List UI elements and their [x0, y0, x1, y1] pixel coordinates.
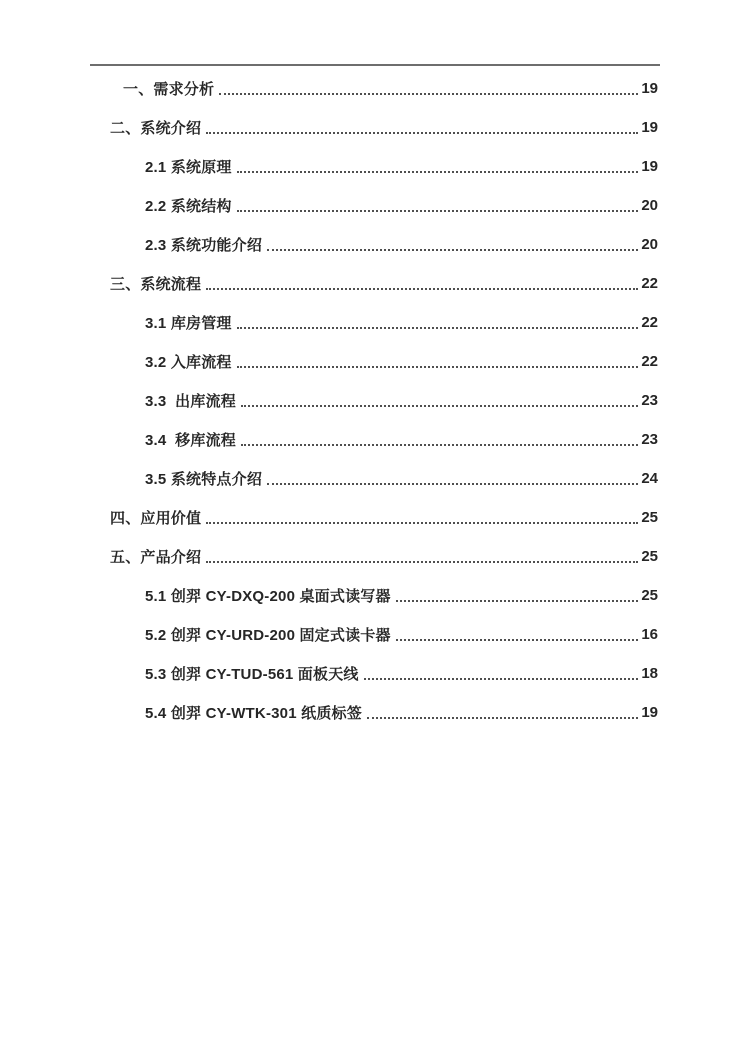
toc-entry[interactable] — [110, 654, 658, 693]
toc-entry[interactable] — [110, 615, 658, 654]
toc-dot-leader — [241, 405, 638, 407]
header-rule — [90, 64, 660, 66]
toc-dot-leader — [364, 678, 639, 680]
toc-page-number: 19 — [641, 80, 658, 97]
toc-entry-label: 5.4 创羿 CY-WTK-301 纸质标签 — [145, 705, 362, 722]
toc-page-number: 24 — [641, 470, 658, 487]
toc-page-number: 22 — [641, 353, 658, 370]
toc-entry[interactable] — [110, 576, 658, 615]
toc-page-number: 18 — [641, 665, 658, 682]
toc-entry-label: 3.3 出库流程 — [145, 393, 236, 410]
toc-dot-leader — [206, 522, 638, 524]
toc-entry[interactable] — [110, 225, 658, 264]
toc-entry[interactable] — [110, 108, 658, 147]
toc-page-number: 22 — [641, 275, 658, 292]
toc-page-number: 19 — [641, 119, 658, 136]
toc-dot-leader — [267, 483, 638, 485]
toc-entry-label: 5.2 创羿 CY-URD-200 固定式读卡器 — [145, 627, 391, 644]
toc-dot-leader — [241, 444, 638, 446]
table-of-contents — [110, 69, 658, 732]
toc-entry[interactable] — [110, 420, 658, 459]
toc-entry-label: 2.3 系统功能介绍 — [145, 237, 263, 254]
toc-entry-label: 5.3 创羿 CY-TUD-561 面板天线 — [145, 666, 359, 683]
toc-entry[interactable] — [110, 537, 658, 576]
toc-entry[interactable] — [110, 459, 658, 498]
toc-dot-leader — [206, 561, 638, 563]
toc-entry-label: 3.5 系统特点介绍 — [145, 471, 263, 488]
toc-entry[interactable] — [110, 303, 658, 342]
toc-dot-leader — [396, 639, 639, 641]
toc-entry-label: 5.1 创羿 CY-DXQ-200 桌面式读写器 — [145, 588, 391, 605]
toc-entry[interactable] — [110, 381, 658, 420]
toc-dot-leader — [219, 93, 638, 95]
toc-entry[interactable] — [110, 186, 658, 225]
toc-entry-label: 3.1 库房管理 — [145, 315, 232, 332]
toc-entry-label: 二、系统介绍 — [110, 120, 202, 137]
toc-page-number: 25 — [641, 548, 658, 565]
toc-page-number: 20 — [641, 197, 658, 214]
toc-entry-label: 3.4 移库流程 — [145, 432, 236, 449]
toc-entry[interactable] — [110, 498, 658, 537]
toc-page-number: 19 — [641, 158, 658, 175]
toc-page-number: 22 — [641, 314, 658, 331]
toc-entry-label: 一、需求分析 — [123, 81, 215, 98]
toc-entry-label: 三、系统流程 — [110, 276, 202, 293]
toc-page-number: 19 — [641, 704, 658, 721]
toc-page-number: 23 — [641, 392, 658, 409]
toc-dot-leader — [237, 327, 639, 329]
toc-entry-label: 四、应用价值 — [110, 510, 202, 527]
toc-page-number: 23 — [641, 431, 658, 448]
toc-entry-label: 五、产品介绍 — [110, 549, 202, 566]
toc-entry-label: 3.2 入库流程 — [145, 354, 232, 371]
toc-entry[interactable] — [110, 342, 658, 381]
toc-page-number: 20 — [641, 236, 658, 253]
toc-page-number: 16 — [641, 626, 658, 643]
toc-dot-leader — [267, 249, 638, 251]
toc-dot-leader — [237, 171, 639, 173]
toc-entry-label: 2.1 系统原理 — [145, 159, 232, 176]
toc-dot-leader — [206, 132, 638, 134]
toc-dot-leader — [396, 600, 639, 602]
toc-entry[interactable] — [110, 264, 658, 303]
toc-entry[interactable] — [110, 147, 658, 186]
toc-entry-label: 2.2 系统结构 — [145, 198, 232, 215]
toc-page-number: 25 — [641, 587, 658, 604]
toc-entry[interactable] — [110, 69, 658, 108]
toc-dot-leader — [206, 288, 638, 290]
toc-page-number: 25 — [641, 509, 658, 526]
toc-dot-leader — [367, 717, 638, 719]
toc-entry[interactable] — [110, 693, 658, 732]
toc-dot-leader — [237, 210, 639, 212]
toc-dot-leader — [237, 366, 639, 368]
